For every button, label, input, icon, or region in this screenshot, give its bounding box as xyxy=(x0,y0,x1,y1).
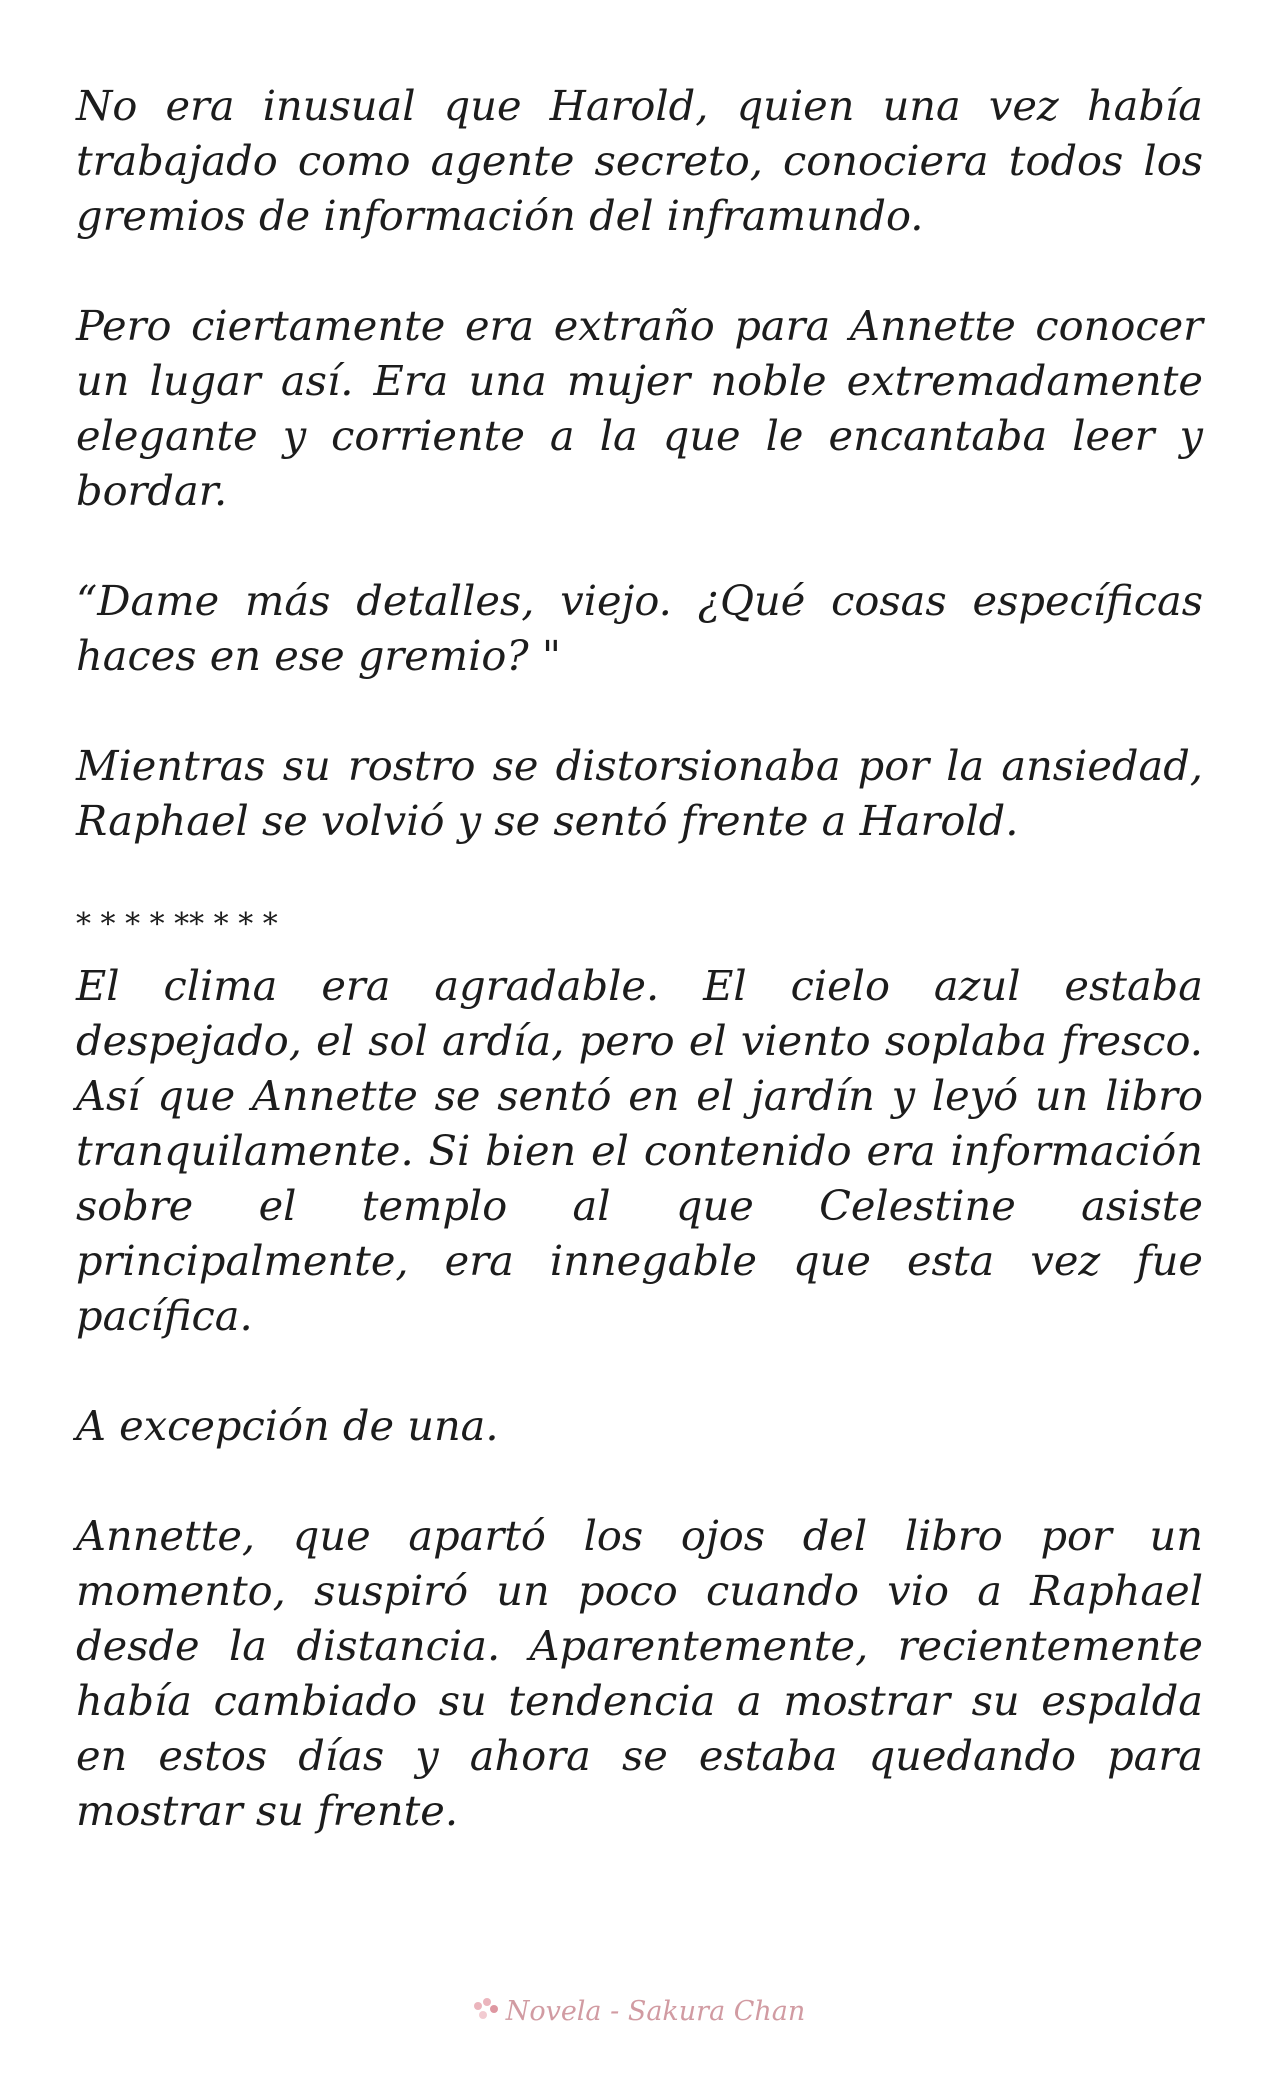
document-body xyxy=(76,78,1203,1838)
paragraph-5: El clima era agradable. El cielo azul estaba despejado, el sol ardía, pero el viento soplaba fresco. Así que Annette se sentó en el jardín y leyó un libro tranquilamente. Si bien el contenido era información sobre el templo al que Celestine asiste principalmente, era innegable que esta vez fue pacífica. xyxy=(76,961,1203,1340)
scene-separator: * * * * ** * * * xyxy=(76,907,278,942)
paragraph-spacer xyxy=(76,1453,1203,1508)
paragraph-1: No era inusual que Harold, quien una vez había trabajado como agente secreto, conociera todos los gremios de información del inframundo. xyxy=(76,81,1203,240)
paragraph-spacer xyxy=(76,243,1203,298)
watermark-text: Novela - Sakura Chan xyxy=(505,1996,806,2027)
watermark xyxy=(0,1996,1275,2027)
paragraph-spacer xyxy=(76,848,1203,903)
paragraph-3: “Dame más detalles, viejo. ¿Qué cosas específicas haces en ese gremio? " xyxy=(76,576,1203,680)
paragraph-7: Annette, que apartó los ojos del libro por un momento, suspiró un poco cuando vio a Raphael desde la distancia. Aparentemente, recientemente había cambiado su tendencia a mostrar su espalda en estos días y ahora se estaba quedando para mostrar su frente. xyxy=(76,1511,1203,1835)
paragraph-spacer xyxy=(76,518,1203,573)
paragraph-2: Pero ciertamente era extraño para Annette conocer un lugar así. Era una mujer noble extremadamente elegante y corriente a la que le encantaba leer y bordar. xyxy=(76,301,1203,515)
paragraph-6: A excepción de una. xyxy=(76,1401,499,1450)
paragraph-spacer xyxy=(76,1343,1203,1398)
paragraph-4: Mientras su rostro se distorsionaba por la ansiedad, Raphael se volvió y se sentó frente a Harold. xyxy=(76,741,1203,845)
paragraph-spacer xyxy=(76,683,1203,738)
sakura-flower-icon xyxy=(470,1996,500,2024)
